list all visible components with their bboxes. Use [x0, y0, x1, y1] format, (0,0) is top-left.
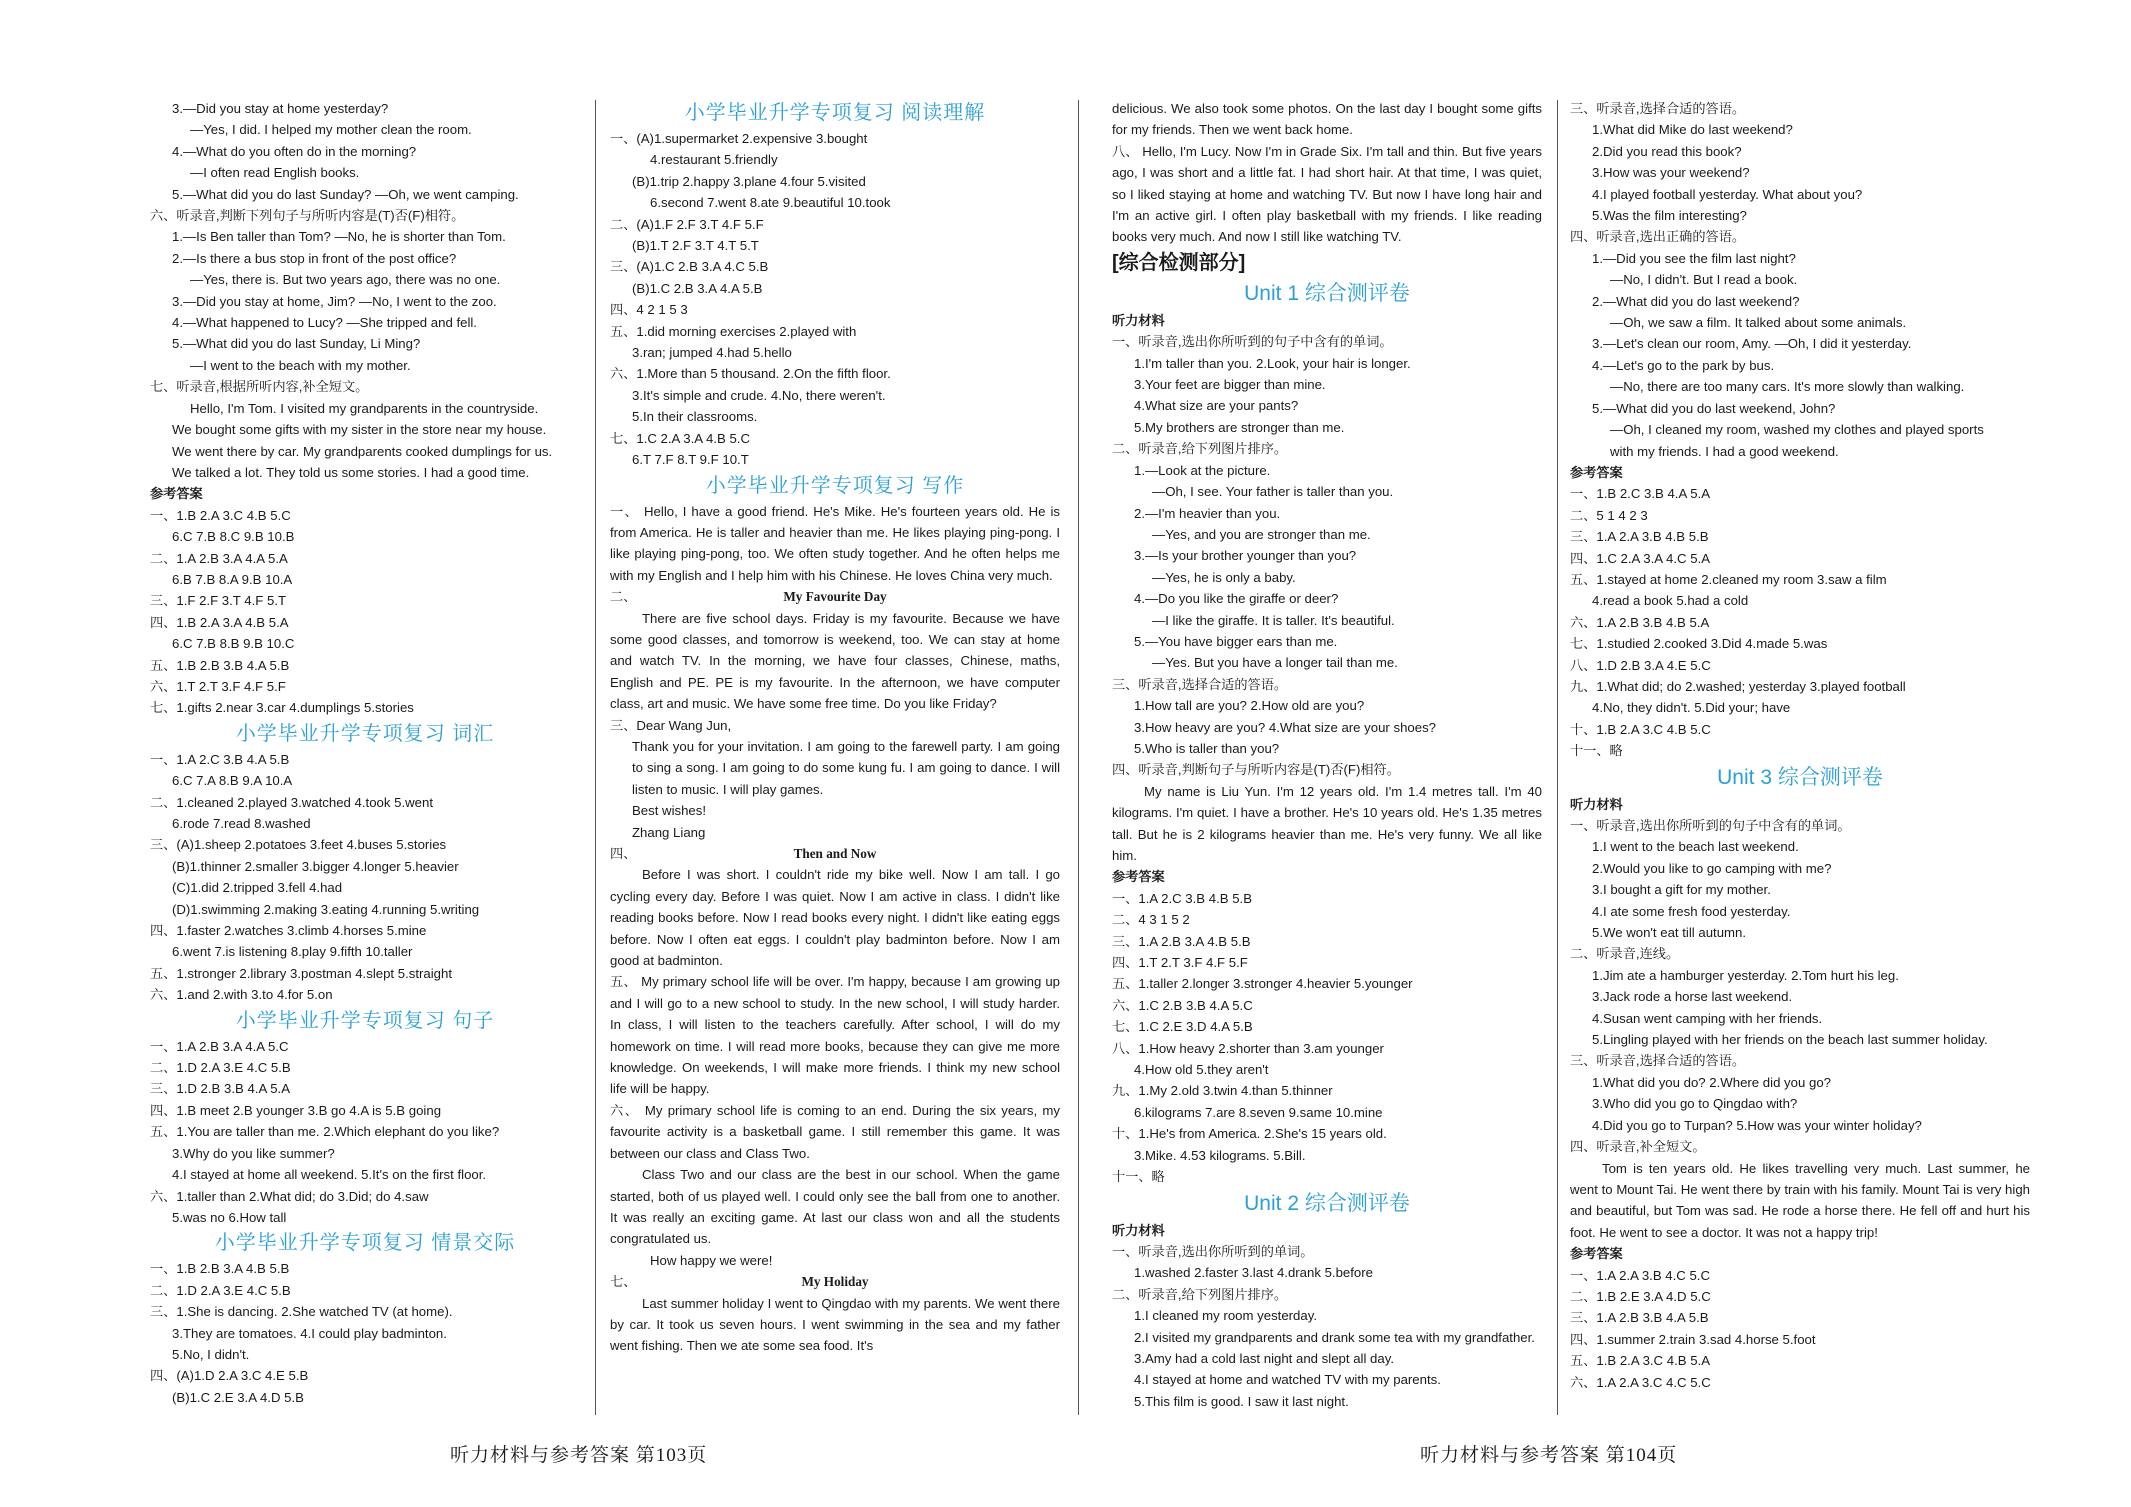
text-line: We went there by car. My grandparents cooked dumplings for us.: [172, 443, 553, 459]
section-heading: 小学毕业升学专项复习 阅读理解: [684, 102, 986, 124]
text-line: Zhang Liang: [632, 824, 706, 840]
text-line: We talked a lot. They told us some stories. I had a good time.: [172, 464, 530, 480]
text-line: 6.C 7.B 8.C 9.B 10.B: [172, 529, 295, 545]
text-line: 4.read a book 5.had a cold: [1592, 593, 1749, 609]
text-line: 1.—Is Ben taller than Tom? —No, he is shorter than Tom.: [172, 229, 506, 245]
text-line: 6.C 7.A 8.B 9.A 10.A: [172, 773, 293, 789]
subsection-label: 听力材料: [1112, 1222, 1165, 1238]
section-heading: 小学毕业升学专项复习 写作: [705, 474, 965, 497]
text-line: 五、1.stronger 2.library 3.postman 4.slept 5.straight: [150, 965, 452, 981]
text-line: 七、1.C 2.A 3.A 4.B 5.C: [610, 430, 750, 446]
subsection-label: 听力材料: [1112, 312, 1165, 328]
section-heading: 小学毕业升学专项复习 情景交际: [214, 1232, 516, 1255]
text-line: 六、听录音,判断下列句子与所听内容是(T)否(F)相符。: [150, 208, 465, 224]
text-line: 3.—Did you stay at home, Jim? —No, I went to the zoo.: [172, 293, 497, 309]
text-line: 四、听录音,判断句子与所听内容是(T)否(F)相符。: [1112, 762, 1400, 778]
text-line: —Yes, he is only a baby.: [1152, 569, 1296, 585]
text-line: 3.Amy had a cold last night and slept all day.: [1134, 1350, 1394, 1366]
paragraph: delicious. We also took some photos. On the last day I bought some gifts for my friends. Then we went back home.: [1112, 101, 1542, 138]
essay-title: [610, 843, 1060, 864]
text-line: —Oh, I cleaned my room, washed my clothes and played sports: [1610, 422, 1984, 438]
section-heading: Unit 1 综合测评卷: [1244, 281, 1410, 305]
text-line: 1.I cleaned my room yesterday.: [1134, 1308, 1317, 1324]
text-line: (B)1.C 2.B 3.A 4.A 5.B: [632, 280, 763, 296]
paragraph: 八、 Hello, I'm Lucy. Now I'm in Grade Six. I'm tall and thin. But five years ago, I was short and a little fat. I had short hair. At that time, I was quiet, so I liked staying at home and watching TV. But now I have long hair and I'm an active girl. I often play basketball with my friends. I like reading books very much. And now I still like watching TV.: [1112, 143, 1542, 245]
column-divider: [1557, 100, 1558, 1415]
text-line: 2.—What did you do last weekend?: [1592, 293, 1800, 309]
text-line: 三、听录音,选择合适的答语。: [1570, 1053, 1746, 1069]
text-line: (B)1.T 2.F 3.T 4.T 5.T: [632, 238, 759, 254]
essay-title: [610, 1271, 1060, 1292]
essay-title-text: My Holiday: [801, 1274, 869, 1290]
text-line: 六、1.taller than 2.What did; do 3.Did; do 4.saw: [150, 1188, 429, 1204]
text-line: 4.I played football yesterday. What about you?: [1592, 186, 1863, 202]
text-line: 3.—Is your brother younger than you?: [1134, 548, 1357, 564]
text-line: 三、1.F 2.F 3.T 4.F 5.T: [150, 593, 287, 609]
text-line: —I often read English books.: [190, 165, 360, 181]
text-line: 九、1.My 2.old 3.twin 4.than 5.thinner: [1112, 1083, 1333, 1099]
text-line: 2.Would you like to go camping with me?: [1592, 860, 1832, 876]
column-4: [1570, 98, 2030, 1428]
text-line: 二、(A)1.F 2.F 3.T 4.F 5.F: [610, 216, 764, 232]
column-divider: [1078, 100, 1079, 1415]
text-line: 4.I stayed at home and watched TV with my parents.: [1134, 1372, 1441, 1388]
page-footer-right: 听力材料与参考答案 第104页: [1420, 1445, 1678, 1466]
text-line: 4.—Do you like the giraffe or deer?: [1134, 591, 1339, 607]
text-line: 一、1.A 2.C 3.B 4.B 5.B: [1112, 890, 1253, 906]
text-line: 三、1.D 2.B 3.B 4.A 5.A: [150, 1081, 291, 1097]
text-line: 5.No, I didn't.: [172, 1346, 250, 1362]
text-line: 4.Susan went camping with her friends.: [1592, 1010, 1823, 1026]
text-line: —Yes, and you are stronger than me.: [1152, 526, 1371, 542]
text-line: 4.What size are your pants?: [1134, 398, 1299, 414]
column-2: [610, 98, 1060, 1428]
essay-title-text: Then and Now: [793, 846, 877, 861]
section-heading: 小学毕业升学专项复习 词汇: [235, 722, 495, 745]
text-line: 六、1.and 2.with 3.to 4.for 5.on: [150, 987, 333, 1003]
text-line: 四、听录音,选出正确的答语。: [1570, 229, 1746, 245]
text-line: 二、1.B 2.E 3.A 4.D 5.C: [1570, 1288, 1711, 1304]
text-line: (C)1.did 2.tripped 3.fell 4.had: [172, 880, 343, 896]
text-line: (B)1.trip 2.happy 3.plane 4.four 5.visited: [632, 173, 866, 189]
section-heading: Unit 3 综合测评卷: [1717, 765, 1883, 789]
text-line: 一、1.B 2.B 3.A 4.B 5.B: [150, 1261, 290, 1277]
text-line: 1.—Did you see the film last night?: [1592, 250, 1796, 266]
text-line: 6.rode 7.read 8.washed: [172, 816, 311, 831]
text-line: 六、1.A 2.B 3.B 4.B 5.A: [1570, 614, 1710, 630]
text-line: (B)1.thinner 2.smaller 3.bigger 4.longer 5.heavier: [172, 858, 459, 874]
text-line: We bought some gifts with my sister in the store near my house.: [172, 422, 547, 438]
text-line: 1.What did Mike do last weekend?: [1592, 122, 1793, 138]
text-line: 一、1.B 2.A 3.C 4.B 5.C: [150, 507, 291, 523]
text-line: 6.C 7.B 8.B 9.B 10.C: [172, 636, 295, 652]
section-heading: 小学毕业升学专项复习 句子: [235, 1009, 495, 1032]
text-line: 四、1.B meet 2.B younger 3.B go 4.A is 5.B going: [150, 1102, 442, 1118]
text-line: 3.Who did you go to Qingdao with?: [1592, 1096, 1798, 1112]
text-line: 4.Did you go to Turpan? 5.How was your winter holiday?: [1592, 1117, 1922, 1133]
text-line: 一、1.B 2.C 3.B 4.A 5.A: [1570, 486, 1711, 502]
essay-title: [610, 586, 1060, 607]
text-line: 一、(A)1.supermarket 2.expensive 3.bought: [610, 131, 868, 146]
paragraph: There are five school days. Friday is my favourite. Because we have some good classes, and tomorrow is weekend, too. We can stay at home and watch TV. In the morning, we have four classes, Chinese, maths, English and PE. PE is my favourite. In the afternoon, we have computer class, art and music. We have some free time. Do you like Friday?: [610, 610, 1060, 712]
text-line: 十一、略: [1112, 1169, 1165, 1185]
text-line: 3.They are tomatoes. 4.I could play badminton.: [172, 1325, 447, 1341]
text-line: 3.It's simple and crude. 4.No, there weren't.: [632, 387, 886, 403]
text-line: 二、听录音,给下列图片排序。: [1112, 1286, 1288, 1302]
text-line: —I like the giraffe. It is taller. It's beautiful.: [1152, 612, 1395, 628]
text-line: 2.I visited my grandparents and drank some tea with my grandfather.: [1134, 1329, 1535, 1345]
text-line: —No, I didn't. But I read a book.: [1610, 272, 1798, 288]
text-line: 3.Why do you like summer?: [172, 1145, 335, 1161]
text-line: 2.—I'm heavier than you.: [1134, 505, 1281, 521]
text-line: 5.was no 6.How tall: [172, 1209, 287, 1225]
text-line: 四、1.C 2.A 3.A 4.C 5.A: [1570, 550, 1710, 566]
text-line: 九、1.What did; do 2.washed; yesterday 3.played football: [1570, 678, 1906, 694]
text-line: 五、1.B 2.B 3.B 4.A 5.B: [150, 657, 290, 673]
text-line: 3.How was your weekend?: [1592, 165, 1750, 181]
text-line: 5.—What did you do last Sunday, Li Ming?: [172, 336, 421, 352]
text-line: 七、1.C 2.E 3.D 4.A 5.B: [1112, 1019, 1253, 1035]
text-line: 一、听录音,选出你所听到的句子中含有的单词。: [1112, 334, 1393, 350]
paragraph: My name is Liu Yun. I'm 12 years old. I'm 1.4 metres tall. I'm 40 kilograms. I'm quiet. I have a brother. He's 10 years old. He's 1.35 metres tall. But he is 2 kilograms heavier than me. He's very funny. We all like him.: [1112, 783, 1542, 863]
text-line: 3.ran; jumped 4.had 5.hello: [632, 345, 792, 361]
column-1: [150, 98, 580, 1428]
paragraph: Class Two and our class are the best in our school. When the game started, both of us played well. I could only see the ball from one to another. It was really an exciting game. At last our class won and all the students congratulated us.: [610, 1167, 1060, 1247]
text-line: 二、听录音,给下列图片排序。: [1112, 441, 1288, 457]
text-line: 三、1.She is dancing. 2.She watched TV (at home).: [150, 1304, 453, 1320]
text-line: 十、1.He's from America. 2.She's 15 years old.: [1112, 1126, 1387, 1142]
paragraph: Last summer holiday I went to Qingdao with my parents. We went there by car. It took us seven hours. I went swimming in the sea and my father went fishing. Then we ate some sea food. It's: [610, 1295, 1060, 1354]
text-line: —I went to the beach with my mother.: [190, 357, 411, 373]
item-number: 二、: [610, 589, 637, 605]
text-line: 一、1.A 2.A 3.B 4.C 5.C: [1570, 1267, 1710, 1283]
paragraph: Before I was short. I couldn't ride my bike well. Now I am tall. I go cycling every day. Before I was quiet. Now I am active in class. I didn't like reading books before. Now I read books every night. I didn't like eating eggs before. Now I often eat eggs. I couldn't play badminton before. Now I am good at badminton.: [610, 867, 1060, 969]
text-line: 2.—Is there a bus stop in front of the post office?: [172, 250, 457, 266]
text-line: 六、1.A 2.A 3.C 4.C 5.C: [1570, 1374, 1711, 1390]
text-line: Hello, I'm Tom. I visited my grandparents in the countryside.: [190, 400, 539, 416]
text-line: 六、1.C 2.B 3.B 4.A 5.C: [1112, 997, 1253, 1013]
text-line: Best wishes!: [632, 803, 707, 819]
text-line: 五、1.You are taller than me. 2.Which elephant do you like?: [150, 1124, 500, 1140]
text-line: 3.—Did you stay at home yesterday?: [172, 101, 389, 116]
paragraph: 一、 Hello, I have a good friend. He's Mike. He's fourteen years old. He is from America. He is taller and heavier than me. He likes playing ping-pong. I like playing ping-pong, too. We often study together. And he often helps me with my English and I help him with his Chinese. He loves China very much.: [610, 503, 1060, 583]
text-line: 3.Jack rode a horse last weekend.: [1592, 989, 1793, 1005]
text-line: 三、听录音,选择合适的答语。: [1112, 676, 1288, 692]
text-line: 4.How old 5.they aren't: [1134, 1062, 1269, 1078]
text-line: 2.Did you read this book?: [1592, 143, 1742, 159]
essay-title-text: My Favourite Day: [783, 589, 887, 605]
text-line: 三、1.A 2.B 3.B 4.A 5.B: [1570, 1310, 1709, 1326]
text-line: 十一、略: [1570, 743, 1623, 759]
text-line: 三、Dear Wang Jun,: [610, 717, 732, 733]
text-line: 一、听录音,选出你所听到的句子中含有的单词。: [1570, 818, 1851, 833]
part-heading: [综合检测部分]: [1112, 251, 1246, 274]
text-line: 五、1.did morning exercises 2.played with: [610, 323, 857, 339]
subsection-label: 参考答案: [1570, 1246, 1623, 1262]
text-line: with my friends. I had a good weekend.: [1610, 443, 1839, 459]
text-line: 5.This film is good. I saw it last night.: [1134, 1393, 1349, 1409]
text-line: 3.I bought a gift for my mother.: [1592, 882, 1771, 898]
text-line: 6.went 7.is listening 8.play 9.fifth 10.taller: [172, 944, 413, 960]
text-line: 一、听录音,选出你所听到的单词。: [1112, 1243, 1314, 1259]
text-line: 1.What did you do? 2.Where did you go?: [1592, 1074, 1831, 1090]
text-line: 四、1.T 2.T 3.F 4.F 5.F: [1112, 955, 1248, 971]
text-line: 1.I'm taller than you. 2.Look, your hair is longer.: [1134, 355, 1411, 371]
text-line: —Oh, I see. Your father is taller than you.: [1152, 484, 1394, 500]
text-line: 5.Who is taller than you?: [1134, 740, 1280, 756]
text-line: —Yes. But you have a longer tail than me.: [1152, 655, 1398, 671]
text-line: 八、1.How heavy 2.shorter than 3.am younger: [1112, 1040, 1384, 1056]
subsection-label: 参考答案: [1112, 869, 1165, 885]
text-line: 3.Your feet are bigger than mine.: [1134, 377, 1326, 393]
paragraph: Thank you for your invitation. I am going to the farewell party. I am going to sing a song. I am going to do some kung fu. I am going to dance. I will listen to music. I will play games.: [632, 738, 1060, 797]
text-line: (B)1.C 2.E 3.A 4.D 5.B: [172, 1389, 304, 1405]
text-line: 5.My brothers are stronger than me.: [1134, 419, 1345, 435]
item-number: 四、: [610, 846, 637, 861]
text-line: —Yes, I did. I helped my mother clean the room.: [190, 122, 472, 138]
text-line: 5.We won't eat till autumn.: [1592, 925, 1747, 941]
text-line: 1.washed 2.faster 3.last 4.drank 5.before: [1134, 1265, 1373, 1281]
text-line: 6.T 7.F 8.T 9.F 10.T: [632, 452, 749, 468]
text-line: 四、1.B 2.A 3.A 4.B 5.A: [150, 614, 289, 630]
text-line: 5.—What did you do last weekend, John?: [1592, 400, 1836, 416]
text-line: 5.—What did you do last Sunday? —Oh, we went camping.: [172, 186, 519, 202]
text-line: 4.—What do you often do in the morning?: [172, 143, 417, 159]
text-line: 5.In their classrooms.: [632, 409, 758, 425]
text-line: 八、1.D 2.B 3.A 4.E 5.C: [1570, 657, 1711, 673]
text-line: 二、4 3 1 5 2: [1112, 912, 1190, 928]
text-line: 4.No, they didn't. 5.Did your; have: [1592, 700, 1791, 716]
text-line: 二、1.cleaned 2.played 3.watched 4.took 5.went: [150, 794, 433, 810]
text-line: 1.How tall are you? 2.How old are you?: [1134, 698, 1365, 714]
column-3: [1112, 98, 1542, 1428]
page-footer-left: 听力材料与参考答案 第103页: [450, 1445, 708, 1466]
subsection-label: 听力材料: [1570, 796, 1623, 812]
text-line: 三、(A)1.sheep 2.potatoes 3.feet 4.buses 5.stories: [150, 837, 447, 853]
text-line: 4.I ate some fresh food yesterday.: [1592, 903, 1791, 919]
text-line: 二、1.A 2.B 3.A 4.A 5.A: [150, 550, 288, 566]
section-heading: Unit 2 综合测评卷: [1244, 1191, 1410, 1215]
text-line: —Oh, we saw a film. It talked about some animals.: [1610, 315, 1907, 331]
text-line: 六、1.T 2.T 3.F 4.F 5.F: [150, 678, 286, 694]
text-line: 三、1.A 2.A 3.B 4.B 5.B: [1570, 529, 1709, 545]
text-line: 三、听录音,选择合适的答语。: [1570, 101, 1746, 116]
text-line: 四、听录音,补全短文。: [1570, 1139, 1706, 1155]
text-line: 十、1.B 2.A 3.C 4.B 5.C: [1570, 721, 1711, 737]
text-line: 4.I stayed at home all weekend. 5.It's on the first floor.: [172, 1167, 487, 1183]
text-line: 6.B 7.B 8.A 9.B 10.A: [172, 571, 293, 587]
text-line: 一、1.A 2.B 3.A 4.A 5.C: [150, 1038, 289, 1054]
text-line: 二、1.D 2.A 3.E 4.C 5.B: [150, 1060, 291, 1076]
paragraph: Tom is ten years old. He likes travelling very much. Last summer, he went to Mount Tai. He went there by train with his family. Mount Tai is very high and beautiful, but Tom was sad. He rode a horse there. He fell off and hurt his foot. He went to see a doctor. It was not a happy trip!: [1570, 1160, 2030, 1240]
column-divider: [595, 100, 596, 1415]
text-line: 五、1.taller 2.longer 3.stronger 4.heavier 5.younger: [1112, 976, 1413, 992]
paragraph: 六、 My primary school life is coming to an end. During the six years, my favourite activity is a basketball game. I still remember this game. It was between our class and Class Two.: [610, 1102, 1060, 1161]
text-line: 二、5 1 4 2 3: [1570, 507, 1648, 523]
subsection-label: 参考答案: [150, 486, 203, 502]
text-line: 5.Was the film interesting?: [1592, 208, 1747, 224]
text-line: 二、1.D 2.A 3.E 4.C 5.B: [150, 1282, 291, 1298]
text-line: 5.Lingling played with her friends on the beach last summer holiday.: [1592, 1032, 1988, 1048]
text-line: 五、1.stayed at home 2.cleaned my room 3.saw a film: [1570, 571, 1887, 587]
subsection-label: 参考答案: [1570, 464, 1623, 480]
text-line: 三、1.A 2.B 3.A 4.B 5.B: [1112, 933, 1251, 949]
text-line: 1.Jim ate a hamburger yesterday. 2.Tom hurt his leg.: [1592, 967, 1899, 983]
text-line: 四、(A)1.D 2.A 3.C 4.E 5.B: [150, 1368, 309, 1384]
text-line: 6.second 7.went 8.ate 9.beautiful 10.took: [650, 195, 891, 211]
text-line: 1.—Look at the picture.: [1134, 462, 1271, 478]
text-line: (D)1.swimming 2.making 3.eating 4.running 5.writing: [172, 901, 480, 917]
text-line: 四、1.faster 2.watches 3.climb 4.horses 5.mine: [150, 923, 427, 939]
text-line: —Yes, there is. But two years ago, there was no one.: [190, 272, 501, 288]
text-line: 七、1.studied 2.cooked 3.Did 4.made 5.was: [1570, 636, 1828, 652]
text-line: 4.—Let's go to the park by bus.: [1592, 357, 1775, 373]
text-line: 3.Mike. 4.53 kilograms. 5.Bill.: [1134, 1147, 1306, 1163]
text-line: 3.How heavy are you? 4.What size are your shoes?: [1134, 719, 1437, 735]
text-line: 七、1.gifts 2.near 3.car 4.dumplings 5.stories: [150, 700, 414, 716]
paragraph: 五、 My primary school life will be over. I'm happy, because I am growing up and I will go to a new school to study. In the new school, I will study harder. In class, I will listen to the teachers carefully. After school, I will do my homework on time. I will read more books, because they can give me more knowledge. On weekends, I will make more friends. I think my new school life will be happy.: [610, 974, 1060, 1097]
text-line: 5.—You have bigger ears than me.: [1134, 633, 1338, 649]
item-number: 七、: [610, 1274, 637, 1290]
text-line: 1.I went to the beach last weekend.: [1592, 839, 1799, 855]
text-line: 6.kilograms 7.are 8.seven 9.same 10.mine: [1134, 1104, 1383, 1120]
text-line: 六、1.More than 5 thousand. 2.On the fifth floor.: [610, 366, 891, 382]
text-line: 七、听录音,根据所听内容,补全短文。: [150, 379, 369, 395]
text-line: 4.—What happened to Lucy? —She tripped and fell.: [172, 315, 477, 331]
text-line: 三、(A)1.C 2.B 3.A 4.C 5.B: [610, 259, 769, 275]
text-line: 四、1.summer 2.train 3.sad 4.horse 5.foot: [1570, 1331, 1816, 1347]
text-line: 五、1.B 2.A 3.C 4.B 5.A: [1570, 1353, 1711, 1369]
text-line: 一、1.A 2.C 3.B 4.A 5.B: [150, 751, 290, 767]
text-line: 3.—Let's clean our room, Amy. —Oh, I did it yesterday.: [1592, 336, 1912, 352]
text-line: —No, there are too many cars. It's more slowly than walking.: [1610, 379, 1965, 395]
text-line: How happy we were!: [650, 1252, 773, 1268]
text-line: 四、4 2 1 5 3: [610, 302, 688, 318]
text-line: 二、听录音,连线。: [1570, 946, 1680, 962]
text-line: 4.restaurant 5.friendly: [650, 152, 778, 168]
